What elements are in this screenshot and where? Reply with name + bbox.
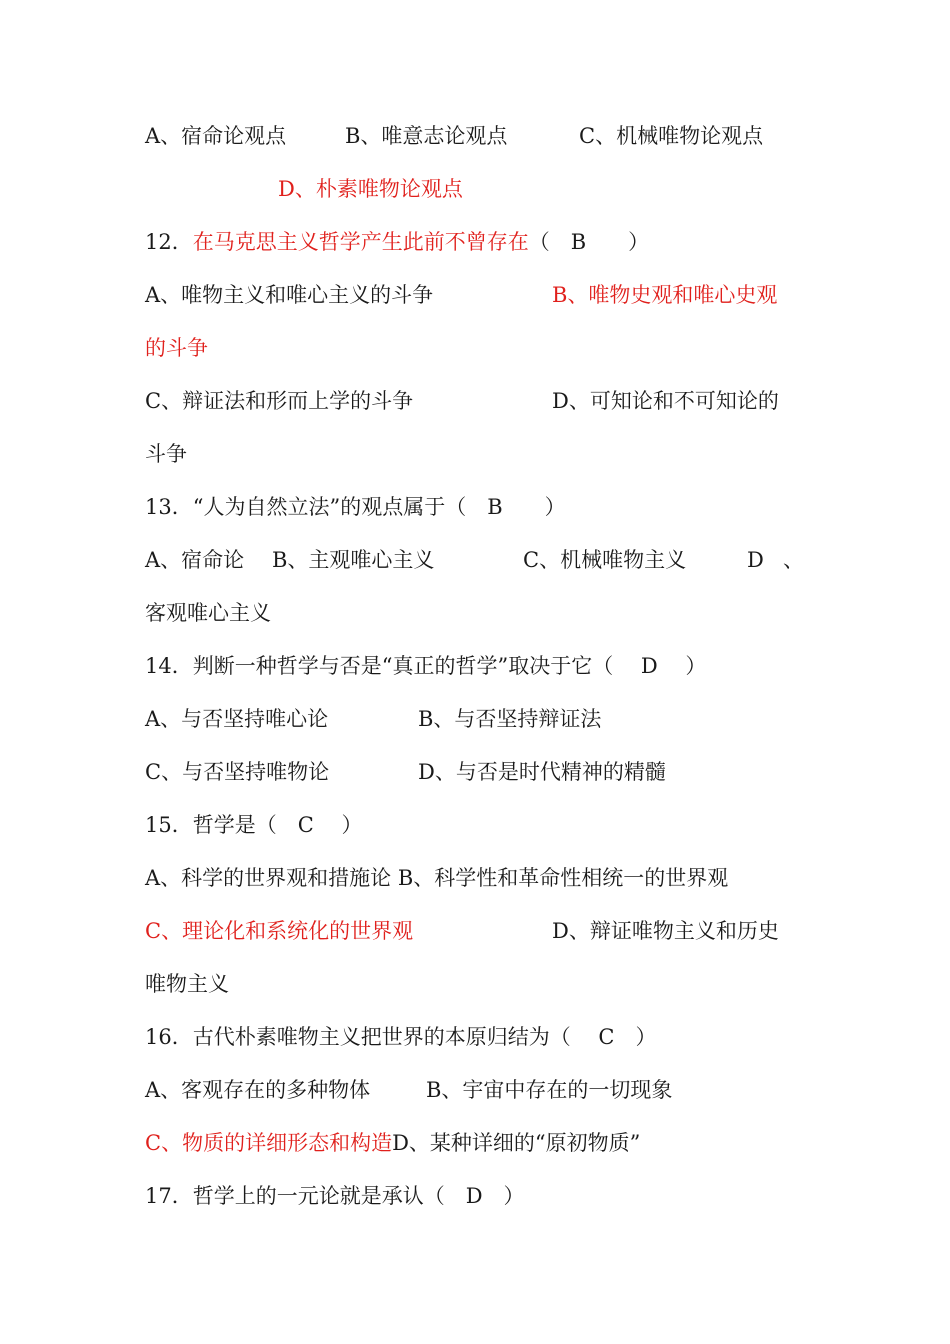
q13-option-d-cont: 客观唯心主义 [145, 601, 271, 625]
q12-answer: （ B ） [528, 230, 650, 254]
q16-option-b: B、宇宙中存在的一切现象 [426, 1078, 673, 1102]
q12-option-b-cont: 的斗争 [145, 336, 208, 360]
q15-option-c: C、理论化和系统化的世界观 [145, 919, 414, 943]
q16-option-a: A、客观存在的多种物体 [145, 1078, 371, 1102]
q12-number: 12． [145, 230, 193, 254]
q12-option-c: C、辩证法和形而上学的斗争 [145, 389, 414, 413]
q12-option-d-cont: 斗争 [145, 442, 187, 466]
q15-option-d: D、辩证唯物主义和历史 [552, 919, 779, 943]
q11-option-c: C、机械唯物论观点 [579, 124, 764, 148]
q11-option-b: B、唯意志论观点 [345, 124, 508, 148]
q17-question: 17．哲学上的一元论就是承认（ D ） [145, 1184, 525, 1208]
q14-option-d: D、与否是时代精神的精髓 [418, 760, 666, 784]
q16-option-c: C、物质的详细形态和构造 [145, 1131, 393, 1155]
q16-question: 16．古代朴素唯物主义把世界的本原归结为（ C ） [145, 1025, 657, 1049]
q16-options-cd [145, 1128, 640, 1158]
q12-question [145, 227, 649, 257]
q13-option-d-sep: 、 [783, 548, 804, 572]
q12-option-d: D、可知论和不可知论的 [552, 389, 779, 413]
q15-option-d-cont: 唯物主义 [145, 972, 229, 996]
q15-options-ab: A、科学的世界观和措施论 B、科学性和革命性相统一的世界观 [145, 866, 729, 890]
q14-question: 14．判断一种哲学与否是“真正的哲学”取决于它（ D ） [145, 654, 707, 678]
q12-stem: 在马克思主义哲学产生此前不曾存在 [192, 230, 529, 254]
q13-question: 13．“人为自然立法”的观点属于（ B ） [145, 495, 566, 519]
q13-option-d-letter: D [747, 548, 764, 572]
q15-question: 15．哲学是（ C ） [145, 813, 363, 837]
q14-option-c: C、与否坚持唯物论 [145, 760, 330, 784]
q11-option-a: A、宿命论观点 [145, 124, 287, 148]
q13-option-c: C、机械唯物主义 [523, 548, 687, 572]
q12-option-b: B、唯物史观和唯心史观 [552, 283, 778, 307]
q14-option-a: A、与否坚持唯心论 [145, 707, 329, 731]
q11-option-d: D、朴素唯物论观点 [278, 177, 463, 201]
q12-option-a: A、唯物主义和唯心主义的斗争 [145, 283, 434, 307]
q13-option-a: A、宿命论 [145, 548, 245, 572]
q13-option-b: B、主观唯心主义 [272, 548, 435, 572]
q16-option-d: D、某种详细的“原初物质” [392, 1131, 641, 1155]
q14-option-b: B、与否坚持辩证法 [418, 707, 602, 731]
